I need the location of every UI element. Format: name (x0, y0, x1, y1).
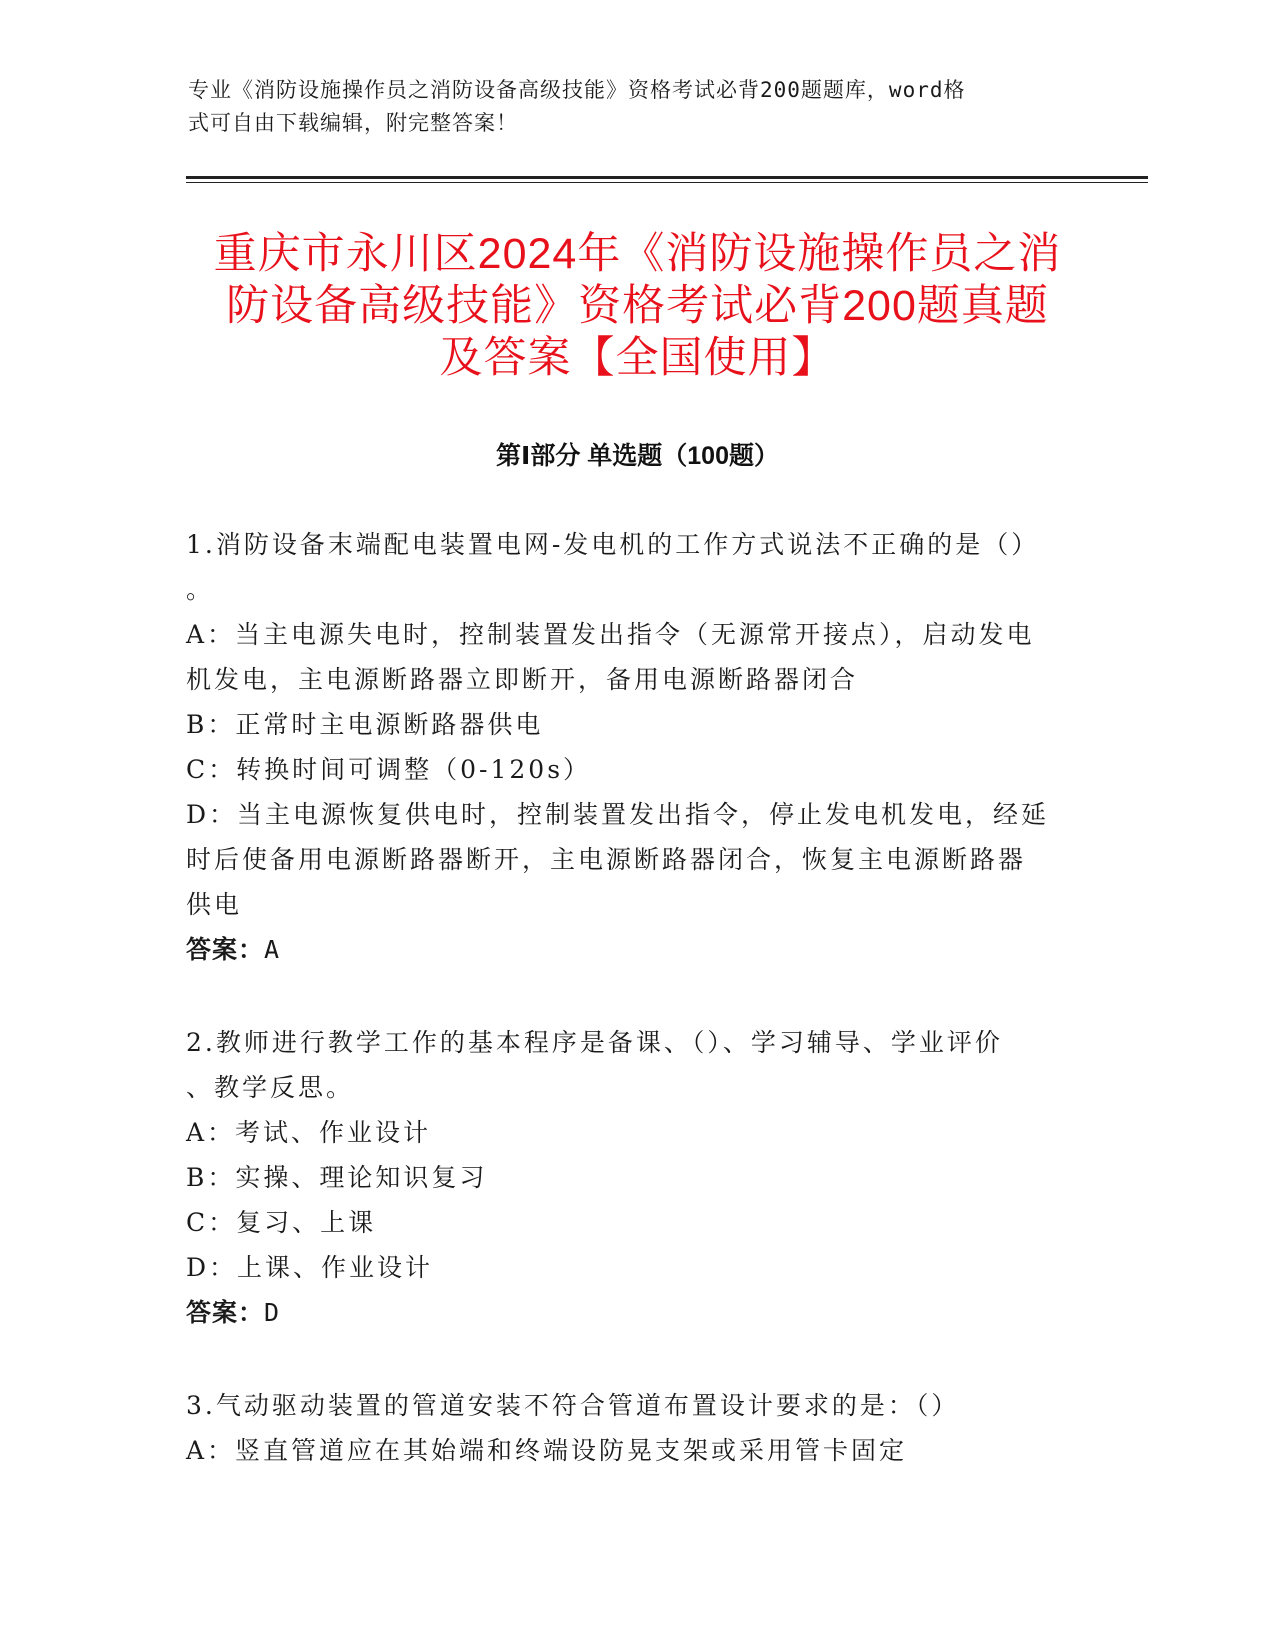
header-divider-thin (186, 182, 1148, 183)
question-stem: 2.教师进行教学工作的基本程序是备课、（）、学习辅导、学业评价 (186, 1028, 1003, 1057)
option-line: A：考试、作业设计 (186, 1118, 432, 1147)
header-note-line: 式可自由下载编辑，附完整答案！ (188, 111, 518, 135)
title-line: 重庆市永川区2024年《消防设施操作员之消 (213, 230, 1062, 278)
option-line: D：当主电源恢复供电时，控制装置发出指令，停止发电机发电，经延 (186, 800, 1050, 829)
answer-value: A (264, 935, 281, 964)
question-list (186, 522, 1066, 1473)
header-note-line: 专业《消防设施操作员之消防设备高级技能》资格考试必背200题题库，word格 (188, 78, 966, 102)
option-line: B：实操、理论知识复习 (186, 1163, 488, 1192)
answer-label: 答案： (186, 936, 265, 964)
option-line: 时后使备用电源断路器断开，主电源断路器闭合，恢复主电源断路器 (186, 845, 1027, 874)
option-line: A：竖直管道应在其始端和终端设防晃支架或采用管卡固定 (186, 1436, 908, 1465)
answer-label: 答案： (186, 1299, 265, 1327)
question-stem: 1.消防设备末端配电装置电网-发电机的工作方式说法不正确的是（） (186, 530, 1040, 559)
question-item (186, 1020, 1066, 1336)
option-line: 供电 (186, 890, 243, 919)
section-title: 第Ⅰ部分 单选题（100题） (496, 442, 779, 470)
option-line: 机发电，主电源断路器立即断开，备用电源断路器闭合 (186, 665, 859, 694)
title-line: 防设备高级技能》资格考试必背200题真题 (226, 282, 1049, 330)
option-line: C：转换时间可调整（0-120s） (186, 755, 592, 784)
title-line: 及答案【全国使用】 (439, 334, 836, 382)
option-line: B：正常时主电源断路器供电 (186, 710, 544, 739)
option-line: D：上课、作业设计 (186, 1253, 434, 1282)
option-line: A：当主电源失电时，控制装置发出指令（无源常开接点），启动发电 (186, 620, 1035, 649)
answer-value: D (264, 1298, 281, 1327)
answer-line (186, 1290, 1066, 1336)
document-title (160, 228, 1115, 384)
question-stem: 3.气动驱动装置的管道安装不符合管道布置设计要求的是：（） (186, 1391, 960, 1420)
header-divider (186, 176, 1148, 179)
header-note (188, 74, 1058, 140)
option-line: C：复习、上课 (186, 1208, 377, 1237)
question-stem: 、教学反思。 (186, 1073, 355, 1102)
question-item (186, 1383, 1066, 1473)
answer-line (186, 927, 1066, 973)
question-item (186, 522, 1066, 973)
question-stem: 。 (186, 575, 215, 604)
